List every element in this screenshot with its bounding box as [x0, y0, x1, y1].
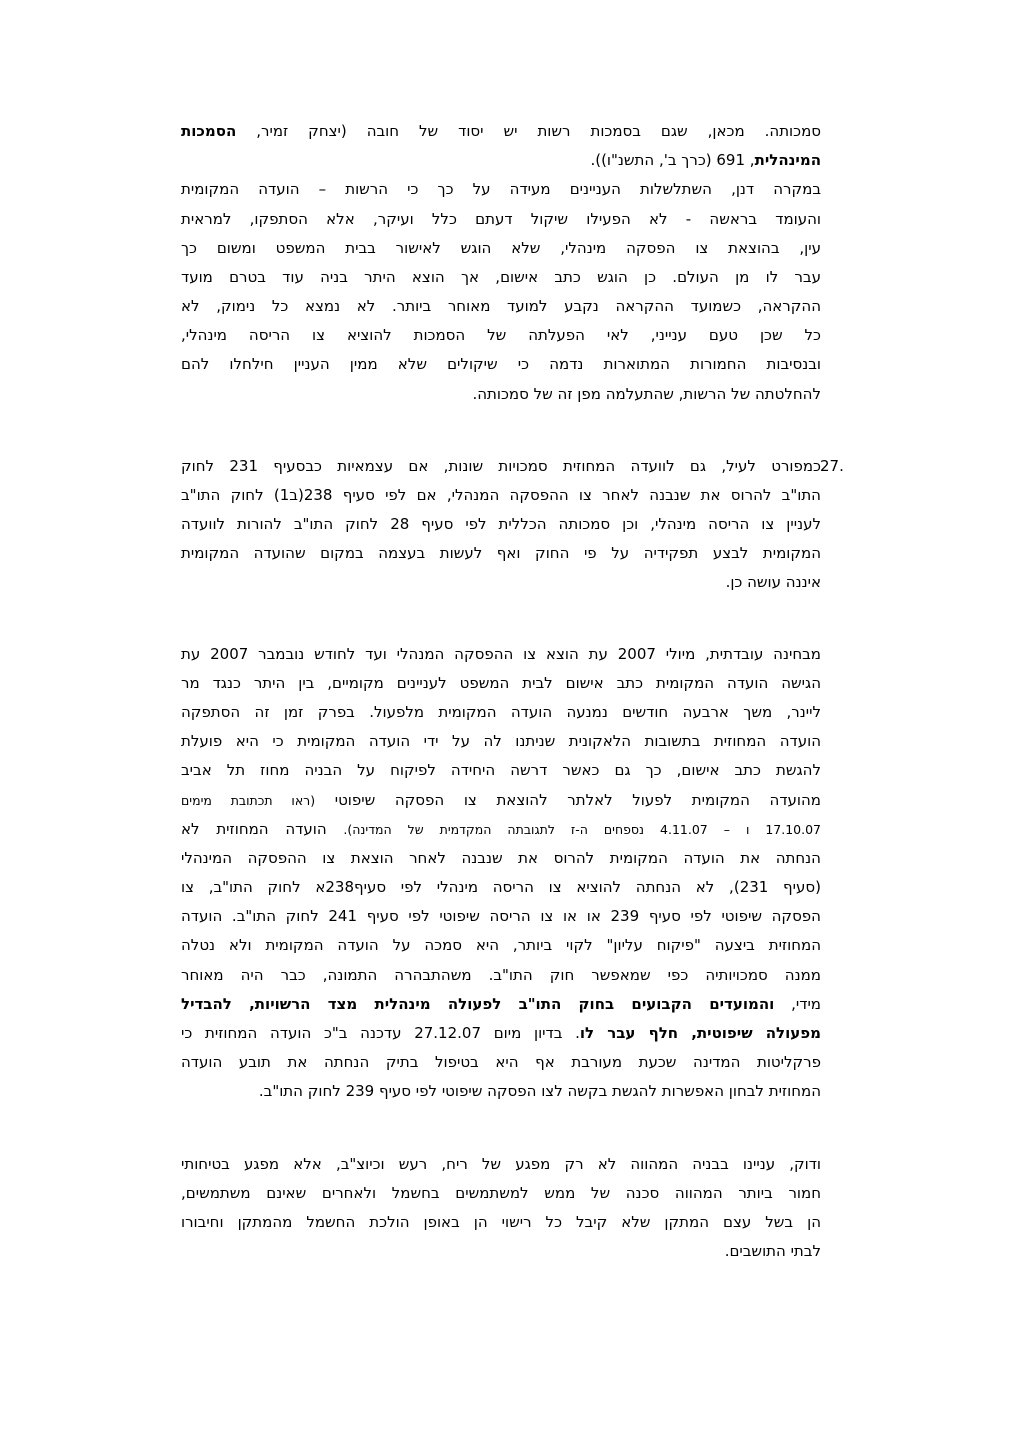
text-line: ממנה סמכויותיה כפי שמאפשר חוק התו"ב. משהתבהרה התמונה, כבר היה מאוחר — [181, 966, 821, 984]
text-line: ובנסיבות החמורות המתוארות נדמה כי שיקולים שלא ממין העניין חילחלו להם — [181, 355, 821, 373]
text-span: מהועדה המקומית לפעול לאלתר להוצאת צו הפסקה שיפוטי — [315, 791, 821, 809]
text-line: להחלטתה של הרשות, שהתעלמה מפן זה של סמכותה. — [472, 385, 821, 403]
text-line — [181, 990, 821, 1019]
text-span: סמכותה. מכאן, שגם בסמכות רשות יש יסוד של חובה (יצחק זמיר, — [236, 122, 821, 140]
text-span: . בדיון מיום 27.12.07 עדכנה ב"כ הועדה המחוזית כי — [181, 1024, 580, 1042]
text-line — [181, 146, 821, 175]
text-line: (סעיף 231), לא הנחתה להוציא צו הריסה מינהלי לפי סעיף238א לחוק התו"ב, צו — [181, 878, 821, 896]
bold-emphasis: והמועדים הקבועים בחוק התו"ב לפעולה מינהלית מצד הרשויות, להבדיל — [181, 995, 775, 1013]
text-line: פרקליטות המדינה שכעת מעורבת אף היא בטיפול בתיק הנחתה את תובע הועדה — [181, 1053, 821, 1071]
bold-term: הסמכות — [181, 122, 237, 140]
bold-emphasis: מפעולה שיפוטית, חלף עבר לו — [579, 1024, 821, 1042]
text-line: התו"ב להרוס את שנבנה לאחר צו ההפסקה המנהלי, אם לפי סעיף 238(ב1) לחוק התו"ב — [181, 486, 821, 504]
text-line: איננה עושה כן. — [725, 573, 821, 591]
paragraph-number: 27. — [820, 457, 844, 475]
text-line — [181, 786, 821, 815]
text-line: חמור ביותר המהווה סכנה של ממש למשתמשים בחשמל ולאחרים שאינם משתמשים, — [181, 1184, 821, 1202]
text-line: ודוק, עניינו בבניה המהווה לא רק מפגע של ריח, רעש וכיוצ"ב, אלא מפגע בטיחותי — [181, 1155, 821, 1173]
text-line: במקרה דנן, השתלשלות העניינים מעידה על כך כי הרשות – הועדה המקומית — [181, 180, 821, 198]
text-line: להגשת כתב אישום, כך גם כאשר דרשה היחידה לפיקוח על הבניה מחוז תל אביב — [181, 761, 821, 779]
text-line: הגישה הועדה המקומית כתב אישום לבית המשפט לעניינים מקומיים, בין היתר כנגד מר — [181, 674, 821, 692]
text-line — [181, 1019, 821, 1048]
text-line: המחוזית ביצעה "פיקוח עליון" לקוי ביותר, היא סמכה על הועדה המקומית ולא נטלה — [181, 936, 821, 954]
text-line: הועדה המחוזית בתשובות הלאקונית שניתנו לה על ידי הועדה המקומית כי היא פועלת — [181, 732, 821, 750]
small-reference-text: (ראו תכתובת מימים — [181, 793, 316, 808]
bold-term: המינהלית — [754, 151, 821, 169]
text-line — [181, 117, 821, 146]
text-line: כל שכן טעם ענייני, לאי הפעלתה של הסמכות להוציא צו הריסה מינהלי, — [181, 326, 821, 344]
text-line: ליינר, משך ארבעה חודשים נמנעה הועדה המקומית מלפעול. בפרק זמן זה הסתפקה — [181, 703, 821, 721]
text-line: עין, בהוצאת צו הפסקה מינהלי, שלא הוגש לאישור בבית המשפט ומשום כך — [181, 239, 821, 257]
text-line: המקומית לבצע תפקידיה על פי החוק ואף לעשות בעצמה במקום שהועדה המקומית — [181, 544, 821, 562]
text-line: והעומד בראשה - לא הפעילו שיקול דעתם כלל ועיקר, אלא הסתפקו, למראית — [181, 210, 821, 228]
text-line: המחוזית לבחון האפשרות להגשת בקשה לצו הפסקה שיפוטי לפי סעיף 239 לחוק התו"ב. — [258, 1082, 821, 1100]
text-line: כמפורט לעיל, גם לוועדה המחוזית סמכויות שונות, אם עצמאיות כבסעיף 231 לחוק — [181, 457, 821, 475]
text-line: הן בשל עצם המתקן שלא קיבל כל רישוי הן באופן הולכת החשמל מהמתקן וחיבורו — [181, 1213, 821, 1231]
small-reference-text: 17.10.07 ו – 4.11.07 נספחים ה-ז לתגובתה המקדמית של המדינה). — [343, 822, 821, 837]
text-line: ההקראה, כשמועד ההקראה נקבע למועד מאוחר ביותר. לא נמצא כל נימוק, לא — [181, 297, 821, 315]
text-span: הועדה המחוזית לא — [181, 820, 344, 838]
text-span: מידי, — [774, 995, 821, 1013]
text-line: לבתי התושבים. — [724, 1242, 821, 1260]
text-line: הפסקה שיפוטי לפי סעיף 239 או או צו הריסה שיפוטי לפי סעיף 241 לחוק התו"ב. הועדה — [181, 907, 821, 925]
text-line: הנחתה את הועדה המקומית להרוס את שנבנה לאחר הוצאת צו ההפסקה המינהלי — [181, 849, 821, 867]
text-line — [181, 815, 821, 844]
text-line: לעניין צו הריסה מינהלי, וכן סמכותה הכללית לפי סעיף 28 לחוק התו"ב להורות לוועדה — [181, 515, 821, 533]
citation-text: , 691 (כרך ב', התשנ"ו)). — [590, 151, 755, 169]
text-line: מבחינה עובדתית, מיולי 2007 עת הוצא צו ההפסקה המנהלי ועד לחודש נובמבר 2007 עת — [181, 645, 821, 663]
text-line: עבר לו מן העולם. כן הוגש כתב אישום, אך הוצא היתר בניה עוד בטרם מועד — [181, 268, 821, 286]
